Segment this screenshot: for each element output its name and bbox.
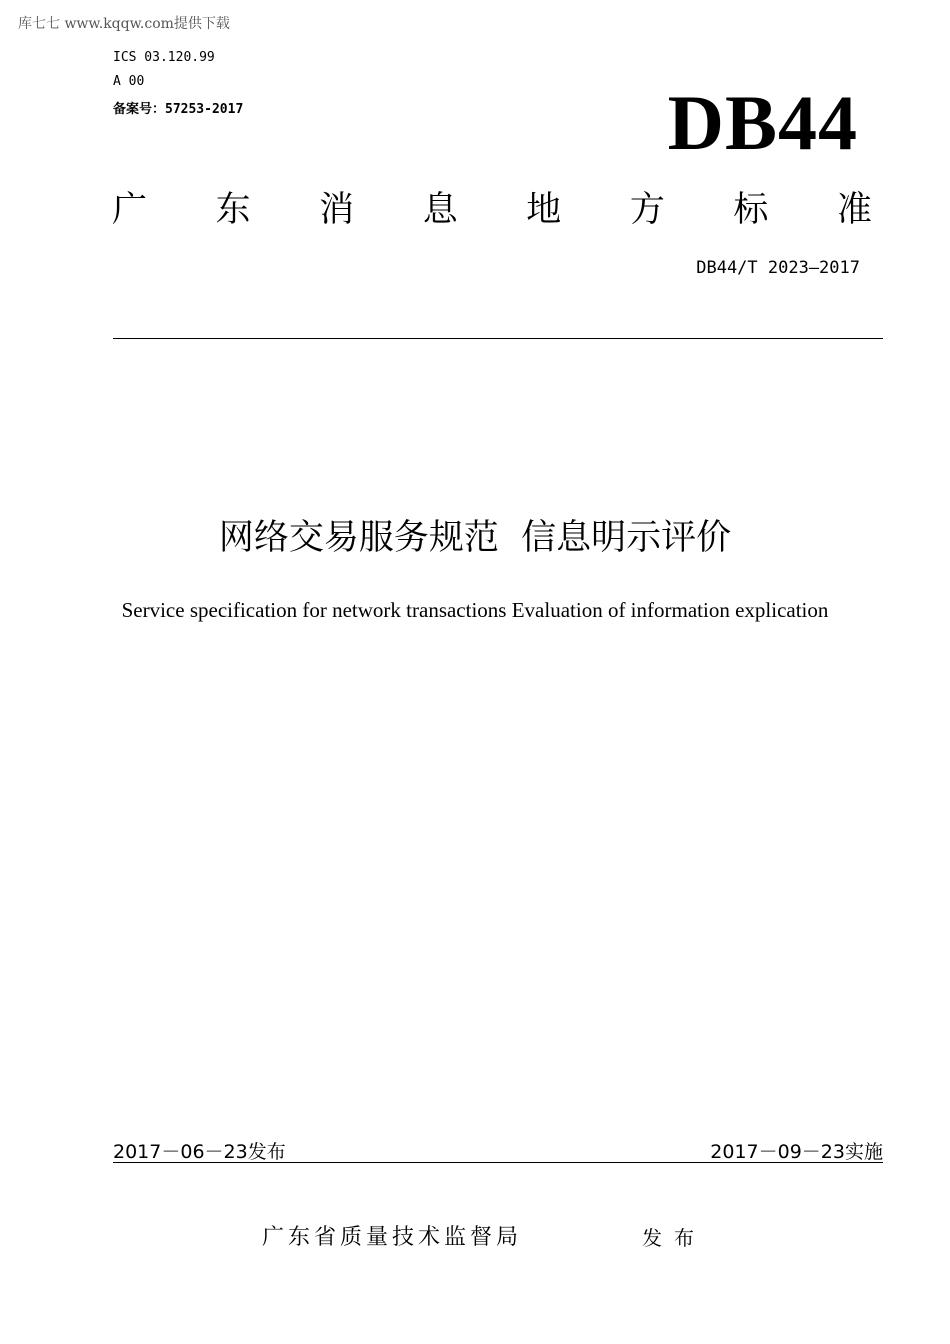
- issue-date: 2017－06－23发布: [113, 1141, 286, 1163]
- ics-code: ICS 03.120.99: [113, 50, 215, 65]
- db-code-logo: DB44: [667, 79, 858, 166]
- top-divider: [113, 338, 883, 339]
- standard-type-char: 息: [422, 190, 458, 230]
- document-title-chinese: 网络交易服务规范 信息明示评价: [218, 518, 732, 558]
- standard-type-char: 标: [733, 190, 769, 230]
- standard-type-char: 东: [215, 190, 251, 230]
- issue-label: 发布: [642, 1226, 706, 1250]
- bottom-divider: [113, 1162, 883, 1163]
- standard-type-char: 消: [319, 190, 355, 230]
- standard-type-char: 方: [629, 190, 665, 230]
- standard-number: DB44/T 2023—2017: [696, 258, 860, 278]
- watermark-text: 库七七 www.kqqw.com提供下载: [18, 16, 230, 32]
- record-number: 备案号：57253-2017: [113, 102, 244, 117]
- document-title-english: Service specification for network transactions Evaluation of information explication: [121, 598, 829, 622]
- standard-type-char: 准: [836, 190, 872, 230]
- standard-type-title: [112, 185, 872, 235]
- issuing-authority: 广东省质量技术监督局: [262, 1225, 523, 1250]
- implementation-date: 2017－09－23实施: [710, 1141, 883, 1163]
- classification-code: A 00: [113, 74, 145, 89]
- standard-type-char: 广: [112, 190, 148, 230]
- standard-type-char: 地: [526, 190, 562, 230]
